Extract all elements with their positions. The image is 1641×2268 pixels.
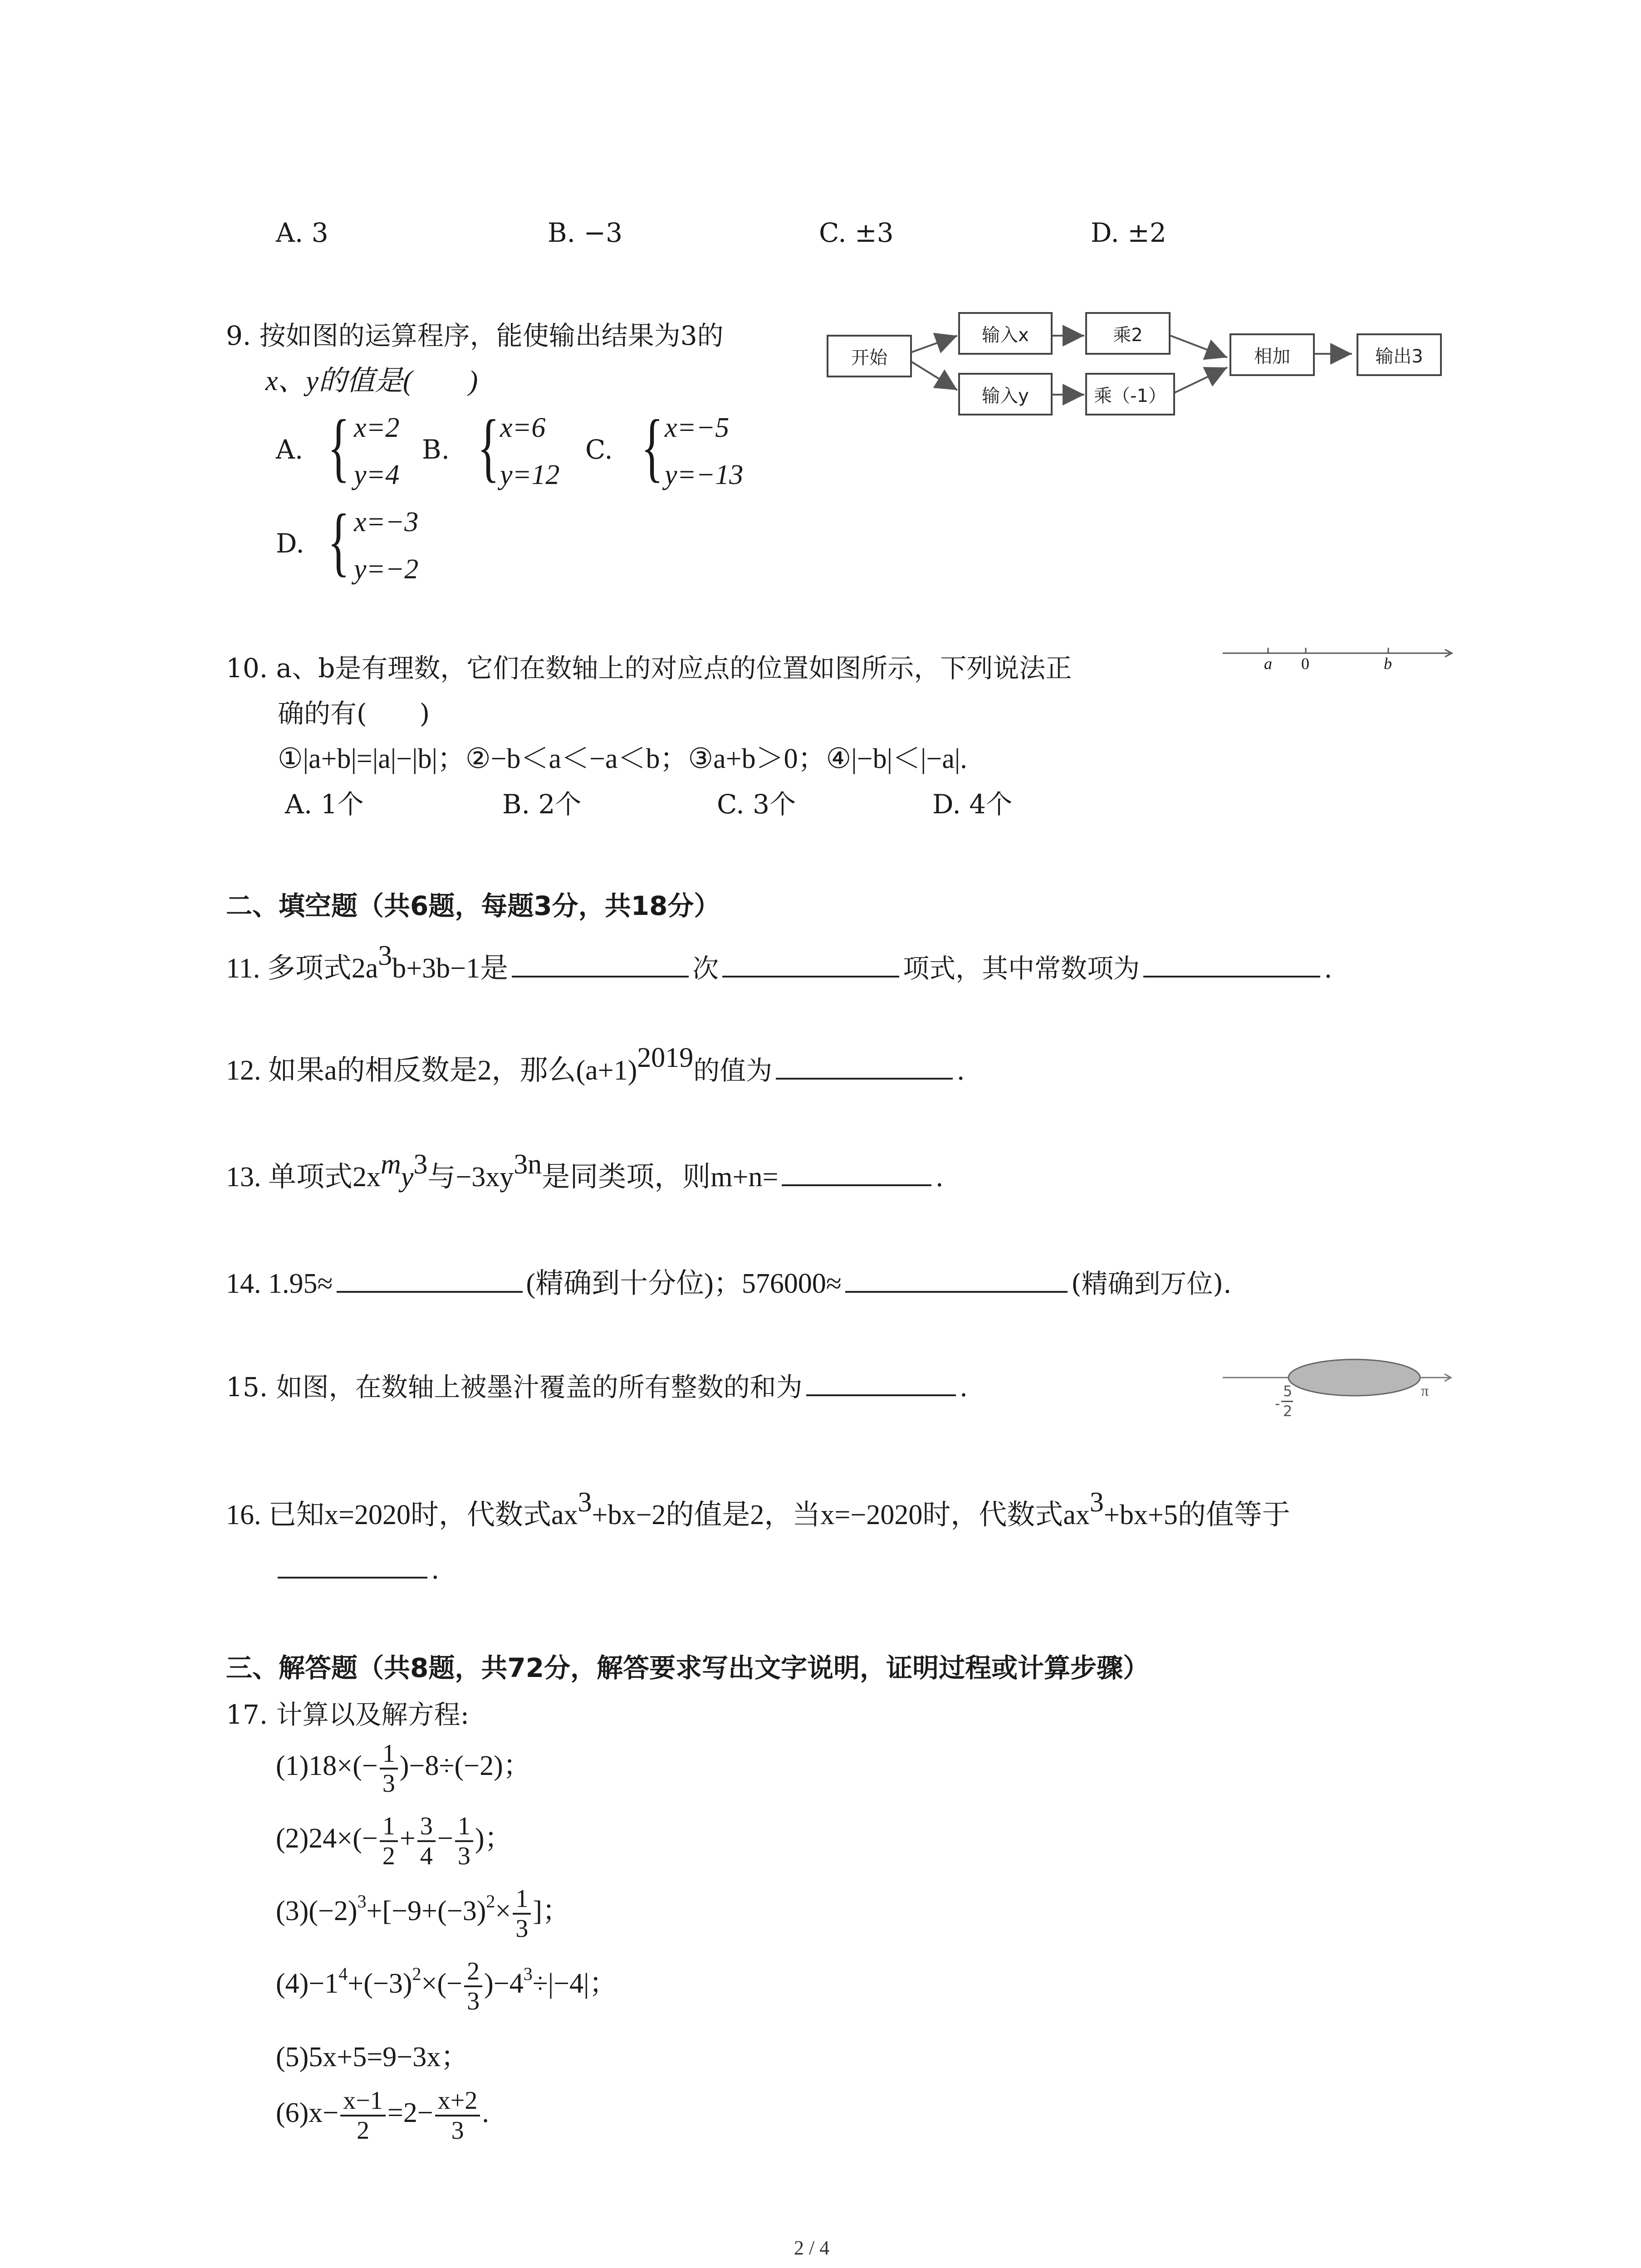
q9-a-x: x=2 bbox=[354, 412, 400, 443]
q9-label-d: D. bbox=[276, 528, 304, 559]
q13: 13. 单项式$2x^my^3$与$-3xy^{3n}$是同类项，则m+n= . bbox=[226, 1149, 944, 1193]
q10-number-line bbox=[1220, 640, 1456, 667]
q16-answer-line: . bbox=[278, 1551, 439, 1585]
section3-title: 三、解答题（共8题，共72分，解答要求写出文字说明，证明过程或计算步骤） bbox=[226, 1652, 1150, 1683]
q9-stem-line2: x、y的值是( ) bbox=[265, 366, 478, 396]
q17-part3: $(3)(-2)^3+[-9+(-3)^2\times$ $\frac{1}{3}$ ]； bbox=[276, 1885, 570, 1943]
page-number: 2 / 4 bbox=[794, 2237, 830, 2259]
flow-input-y-box: 输入y bbox=[958, 373, 1053, 415]
q16: 16. 已知x=2020时，代数式$ax^3+bx-2$的值是2，当x=−2020时，代数式$ax^3+bx+5$的值等于 bbox=[226, 1487, 1290, 1530]
q10-numberline-a: a bbox=[1264, 655, 1272, 673]
section2-title: 二、填空题（共6题，每题3分，共18分） bbox=[226, 890, 720, 921]
q9-b-x: x=6 bbox=[500, 412, 546, 443]
q10-numberline-zero: 0 bbox=[1301, 655, 1309, 673]
flow-mult-neg1-box: 乘（-1） bbox=[1085, 373, 1175, 415]
q9-label-b: B. bbox=[422, 434, 450, 465]
q12: 12. 如果a的相反数是2，那么$(a+1)^{2019}$的值为 . bbox=[226, 1042, 965, 1086]
q9-b-y: y=12 bbox=[500, 459, 560, 490]
q9-label-a: A. bbox=[276, 434, 304, 465]
q17-part6: (6)x− $\frac{x-1}{2}$ =2− $\frac{x+2}{3}$ . bbox=[276, 2087, 489, 2145]
flow-input-x-box: 输入x bbox=[958, 312, 1053, 355]
q10-option-d: D. 4个 bbox=[932, 789, 1013, 820]
q9-brace-b: { bbox=[477, 404, 500, 489]
q10-option-c: C. 3个 bbox=[717, 789, 796, 820]
q15-pi: π bbox=[1421, 1383, 1429, 1399]
flow-mult2-box: 乘2 bbox=[1085, 312, 1171, 355]
q17-stem: 17. 计算以及解方程: bbox=[226, 1699, 470, 1730]
q9-label-c: C. bbox=[585, 434, 613, 465]
q10-stem-line1: 10. a、b是有理数，它们在数轴上的对应点的位置如图所示，下列说法正 bbox=[226, 653, 1072, 684]
q9-d-y: y=−2 bbox=[354, 554, 419, 585]
q9-brace-d: { bbox=[328, 499, 350, 584]
q15-frac-bar bbox=[1281, 1401, 1293, 1402]
q9-a-y: y=4 bbox=[354, 459, 400, 490]
q9-brace-a: { bbox=[328, 404, 350, 489]
flow-add-box: 相加 bbox=[1230, 333, 1315, 376]
q10-option-b: B. 2个 bbox=[502, 789, 582, 820]
q9-c-x: x=−5 bbox=[665, 412, 730, 443]
q11: 11. 多项式$2a^3b+3b-1$是 次 项式，其中常数项为 . bbox=[226, 940, 1332, 984]
q15: 15. 如图，在数轴上被墨汁覆盖的所有整数的和为 . bbox=[226, 1369, 968, 1403]
q17-part2: (2)24×(− $\frac{1}{2}$ + $\frac{3}{4}$ − $\frac{1}{3}$ )； bbox=[276, 1812, 513, 1870]
q15-two: 2 bbox=[1283, 1403, 1293, 1420]
q10-numberline-b: b bbox=[1384, 655, 1392, 673]
q9-stem-line1: 9. 按如图的运算程序，能使输出结果为3的 bbox=[226, 320, 724, 351]
q9-c-y: y=−13 bbox=[665, 459, 744, 490]
q10-option-a: A. 1个 bbox=[285, 789, 364, 820]
q8-option-d: D. ±2 bbox=[1091, 217, 1166, 248]
q9-brace-c: { bbox=[641, 404, 663, 489]
q10-stem-line2: 确的有( ) bbox=[278, 698, 430, 729]
q8-option-b: B. −3 bbox=[548, 217, 622, 248]
q14: 14. 1.95≈ (精确到十分位)；576000≈ (精确到万位). bbox=[226, 1266, 1232, 1300]
q8-option-a: A. 3 bbox=[276, 217, 328, 248]
q17-part1: (1)18×(− $\frac{1}{3}$ )−8÷(−2)； bbox=[276, 1740, 531, 1798]
flow-start-box: 开始 bbox=[827, 335, 912, 377]
flow-output-box: 输出3 bbox=[1357, 333, 1442, 376]
q10-statements: ①|a+b|=|a|−|b|；②−b＜a＜−a＜b；③a+b＞0；④|−b|＜|−a|. bbox=[278, 743, 967, 774]
q17-part4: $(4)-1^4+(-3)^2\times(-$ $\frac{2}{3}$ )$-4^3\div|-4|$； bbox=[276, 1957, 617, 2015]
q9-d-x: x=−3 bbox=[354, 507, 419, 538]
q15-minus: - bbox=[1275, 1395, 1280, 1412]
q8-option-c: C. ±3 bbox=[819, 217, 894, 248]
q15-five: 5 bbox=[1283, 1383, 1293, 1400]
q17-part5: (5)5x+5=9−3x； bbox=[276, 2042, 469, 2072]
